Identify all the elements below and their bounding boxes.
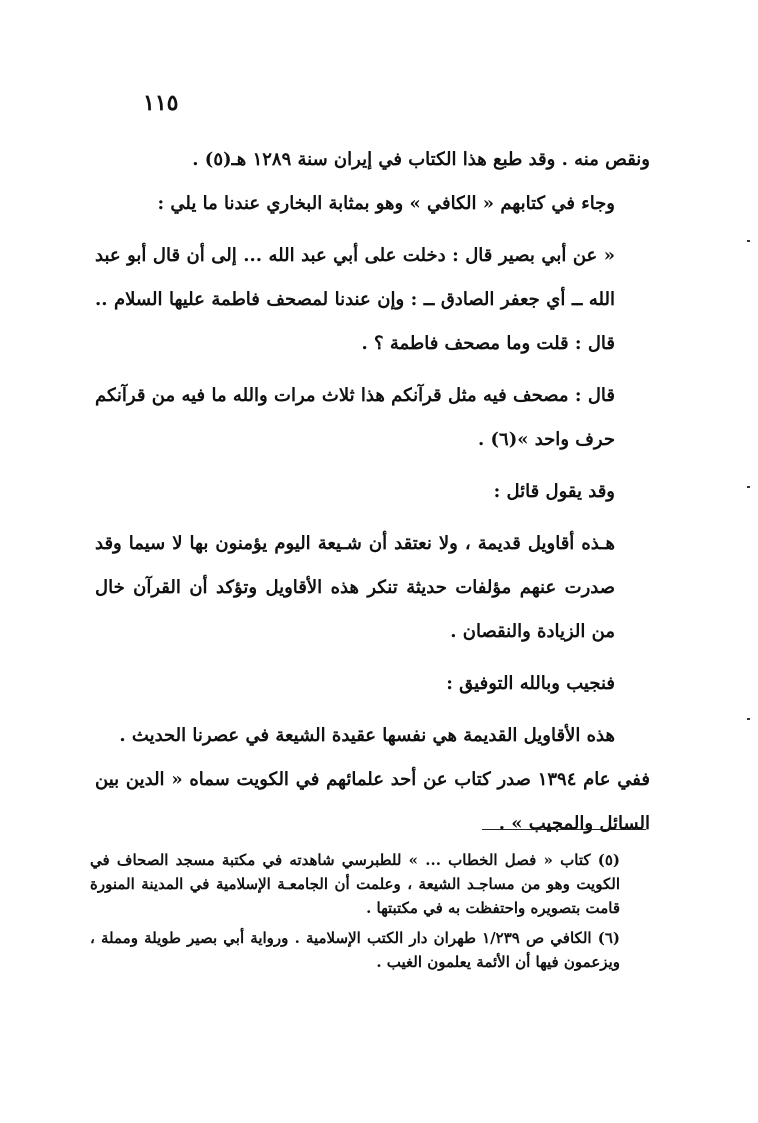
scan-mark [747, 718, 750, 720]
paragraph-8: هذه الأقاويل القديمة هي نفسها عقيدة الشيعة في عصرنا الحديث . [119, 725, 615, 746]
footnotes [90, 848, 650, 980]
paragraph-3: « عن أبي بصير قال : دخلت على أبي عبد الله ... إلى أن قال أبو عبد الله ــ أي جعفر الصادق ــ : وإن عندنا لمصحف فاطمة عليها السلام .. قال : قلت وما مصحف فاطمة ؟ . [95, 245, 615, 354]
paragraph-4: قال : مصحف فيه مثل قرآنكم هذا ثلاث مرات والله ما فيه من قرآنكم حرف واحد »(٦) . [95, 385, 615, 450]
footnote-5: (٥) كتاب « فصل الخطاب ... » للطبرسي شاهدته في مكتبة مسجد الصحاف في الكويت وهو من مساجـد الشيعة ، وعلمت أن الجامعـة الإسلامية في المدينة المنورة قامت بتصويره واحتفظت به في مكتبتها . [90, 851, 620, 917]
paragraph-6: هـذه أقاويل قديمة ، ولا نعتقد أن شـيعة اليوم يؤمنون بها لا سيما وقد صدرت عنهم مؤلفات حديثة تنكر هذه الأقاويل وتؤكد أن القرآن خال من الزيادة والنقصان . [95, 533, 615, 642]
paragraph-1: ونقص منه . وقد طبع هذا الكتاب في إيران سنة ١٢٨٩ هـ(٥) . [192, 149, 650, 170]
paragraph-7: فنجيب وبالله التوفيق : [446, 673, 615, 694]
footnote-6: (٦) الكافي ص ١/٢٣٩ طهران دار الكتب الإسلامية . ورواية أبي بصير طويلة ومملة ، ويزعمون فيها أن الأئمة يعلمون الغيب . [90, 929, 620, 971]
paragraph-2: وجاء في كتابهم « الكافي » وهو بمثابة البخاري عندنا ما يلي : [157, 193, 615, 214]
page-number: ١١٥ [143, 90, 179, 116]
scan-mark [747, 240, 750, 242]
main-text [95, 138, 650, 846]
scan-mark [747, 486, 750, 488]
paragraph-9: ففي عام ١٣٩٤ صدر كتاب عن أحد علمائهم في الكويت سماه « الدين بين السائل والمجيب » . [95, 769, 650, 834]
footnote-separator [482, 829, 646, 830]
paragraph-5: وقد يقول قائل : [493, 481, 615, 502]
